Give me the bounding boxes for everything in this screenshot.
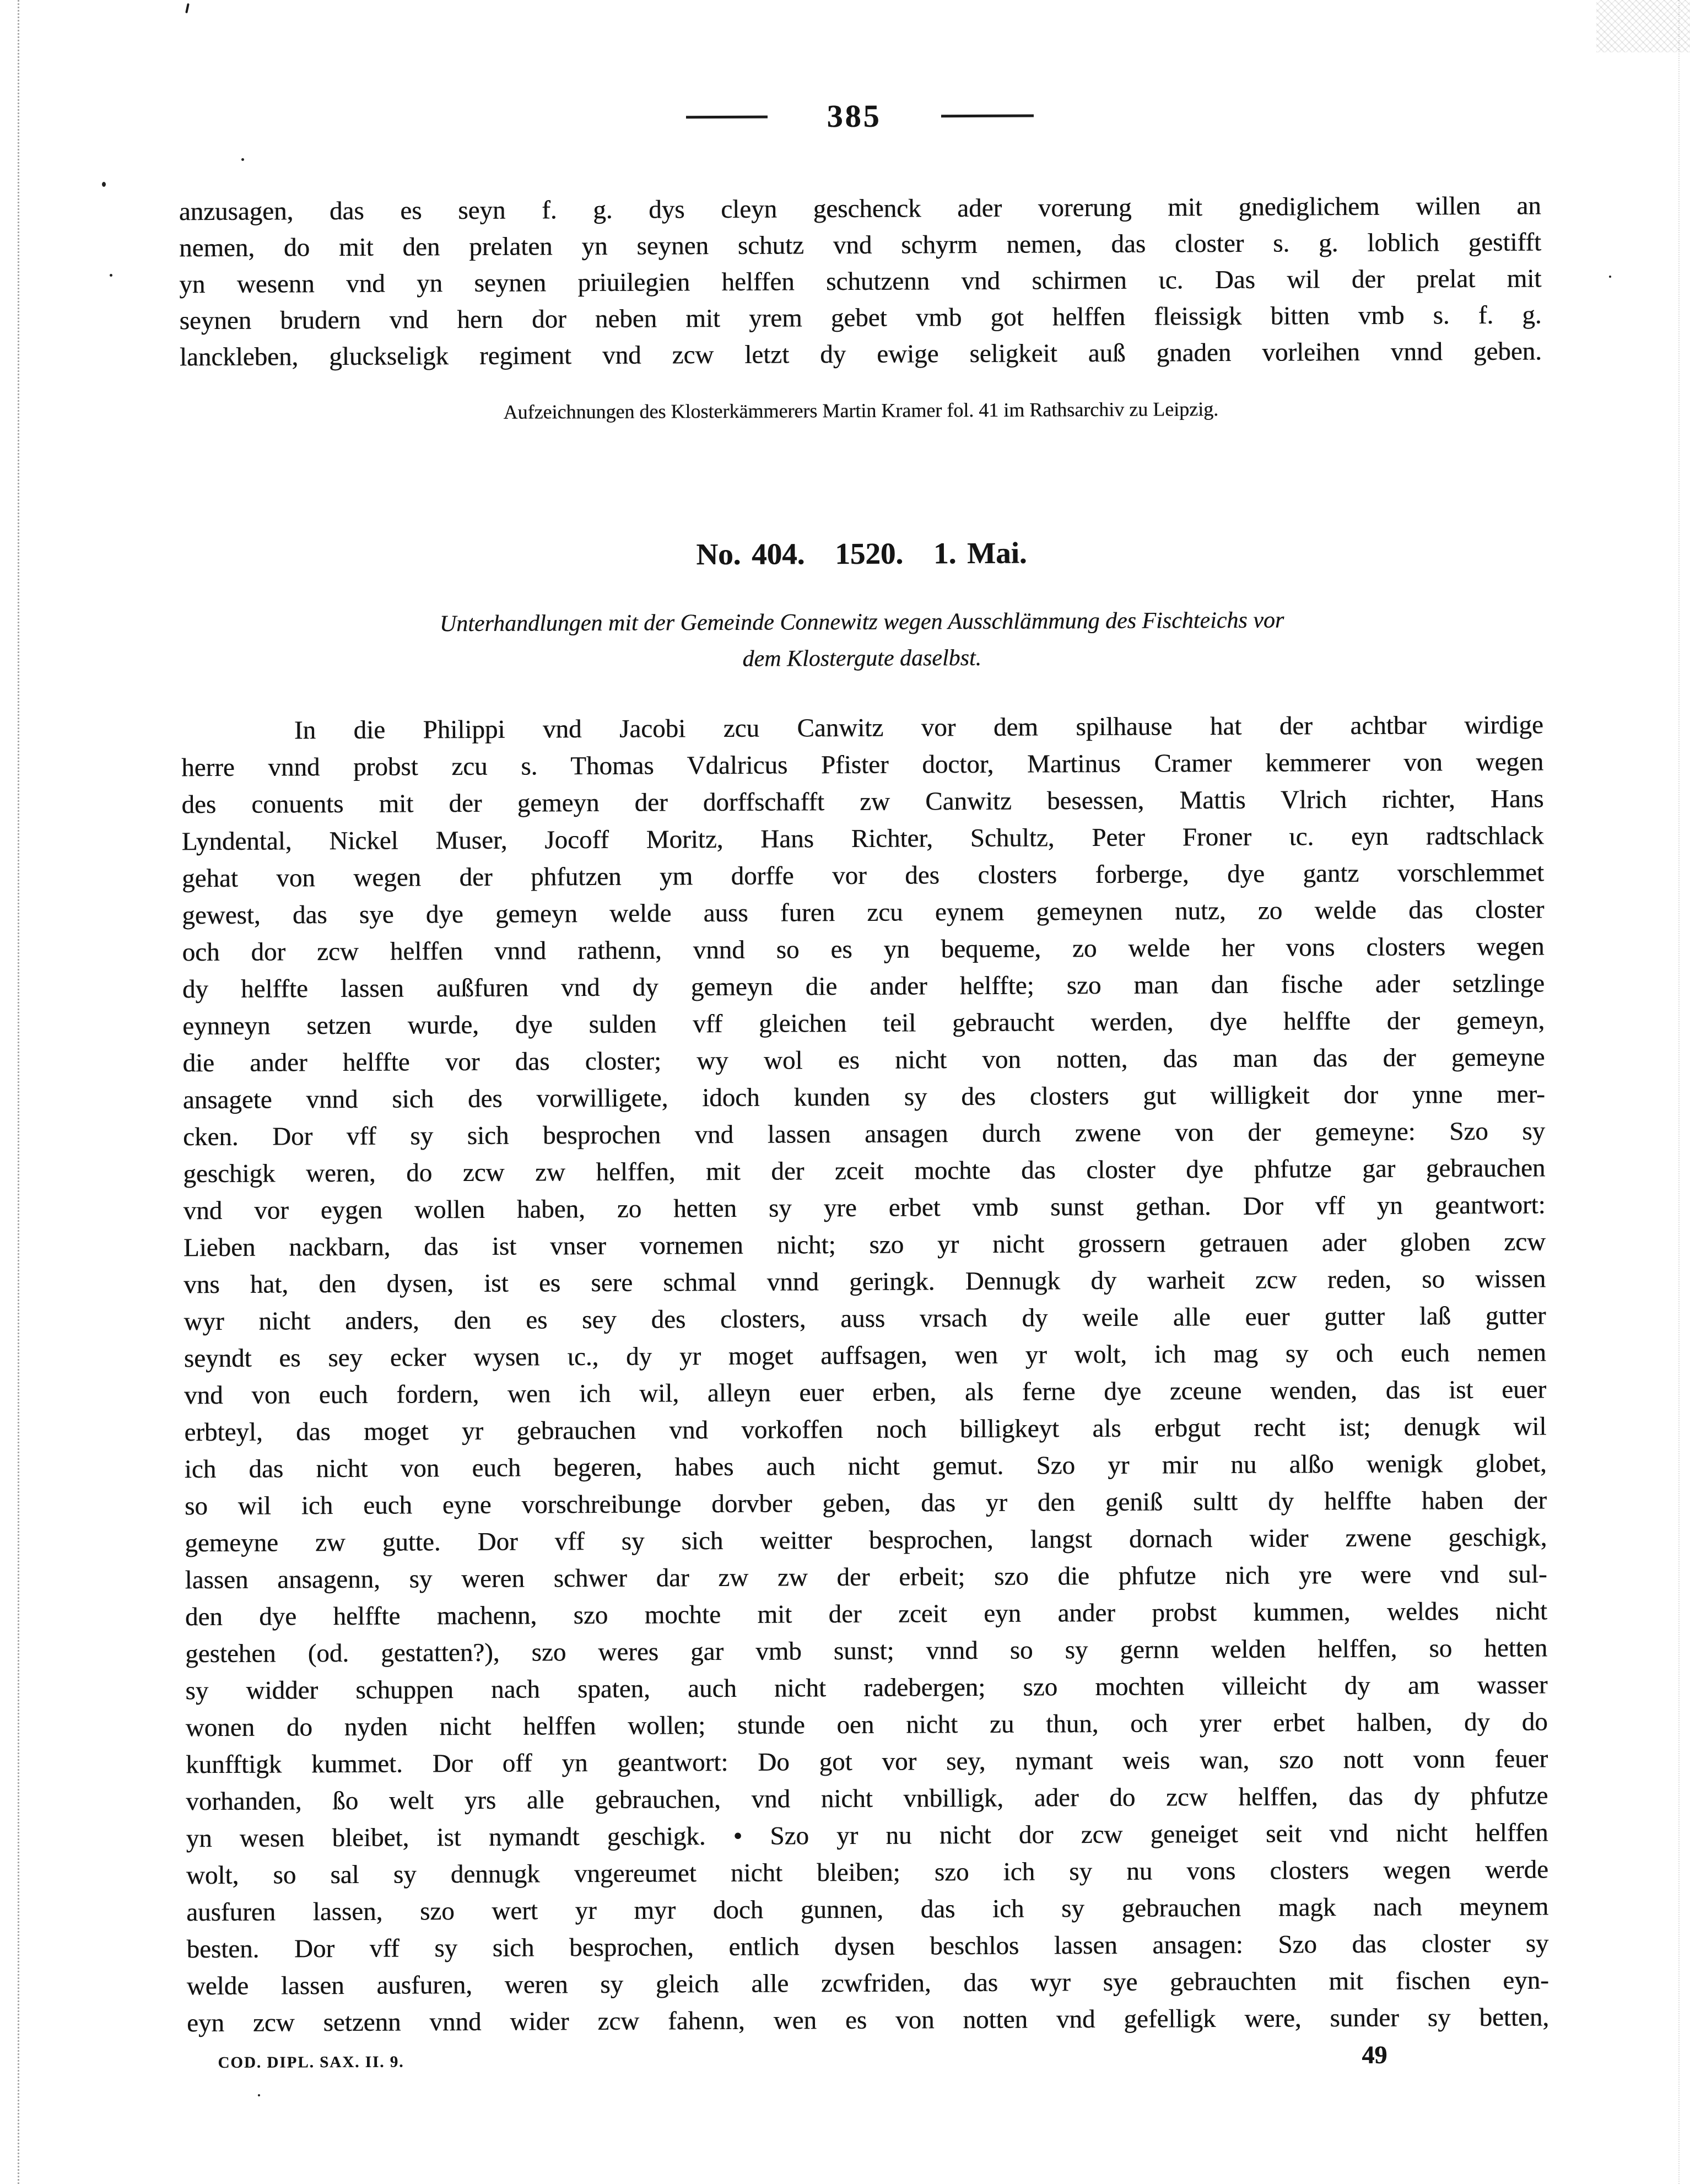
text-line: yn wesenn vnd yn seynen priuilegien helffen schutzenn vnd schirmen ɩc. Das wil der prelat mit	[179, 264, 1542, 299]
text-line: des conuents mit der gemeyn der dorffschafft zw Canwitz besessen, Mattis Vlrich richter, Hans	[181, 784, 1544, 819]
series-signature: COD. DIPL. SAX. II. 9.	[218, 2053, 404, 2072]
subtitle-line: dem Klostergute daselbst.	[742, 645, 982, 672]
text-line: seyndt es sey ecker wysen ɩc., dy yr moget auffsagen, wen yr wolt, ich mag sy och euch nemen	[183, 1338, 1546, 1373]
text-line: Lyndental, Nickel Muser, Jocoff Moritz, Hans Richter, Schultz, Peter Froner ɩc. eyn radtschlack	[181, 821, 1544, 856]
scan-speck	[110, 274, 112, 277]
text-line: wonen do nyden nicht helffen wollen; stunde oen nicht zu thun, och yrer erbet halben, dy do	[185, 1707, 1548, 1743]
text-line: nemen, do mit den prelaten yn seynen schutz vnd schyrm nemen, das closter s. g. loblich gestifft	[179, 228, 1542, 263]
text-line: vorhanden, ßo welt yrs alle gebrauchen, vnd nicht vnbilligk, ader do zcw helffen, das dy phfutze	[186, 1781, 1548, 1816]
text-line: sy widder schuppen nach spaten, auch nicht radebergen; szo mochten villeicht dy am wasser	[185, 1670, 1548, 1706]
text-line: den dye helffte machenn, szo mochte mit der zceit eyn ander probst kummen, weldes nicht	[185, 1597, 1547, 1632]
text-line: dy helffte lassen außfuren vnd dy gemeyn die ander helffte; szo man dan fische ader setzlinge	[182, 969, 1545, 1004]
entry-heading: No. 404. 1520. 1. Mai.	[696, 536, 1027, 571]
source-note: Aufzeichnungen des Klosterkämmerers Martin Kramer fol. 41 im Rathsarchiv zu Leipzig.	[503, 398, 1219, 423]
text-line: anzusagen, das es seyn f. g. dys cleyn geschenck ader vorerung mit gnediglichem willen an	[179, 191, 1541, 227]
text-line: gestehen (od. gestatten?), szo weres gar vmb sunst; vnnd so sy gernn welden helffen, so hetten	[185, 1633, 1548, 1669]
text-line: welde lassen ausfuren, weren sy gleich alle zcwfriden, das wyr sye gebrauchten mit fischen eyn-	[186, 1966, 1549, 2001]
text-line: erbteyl, das moget yr gebrauchen vnd vorkoffen noch billigkeyt als erbgut recht ist; denugk wil	[184, 1412, 1547, 1447]
text-line: ausfuren lassen, szo wert yr myr doch gunnen, das ich sy gebrauchen magk nach meynem	[186, 1892, 1549, 1927]
scan-speck	[102, 182, 106, 187]
text-line: vnd vor eygen wollen haben, zo hetten sy yre erbet vmb sunst gethan. Dor vff yn geantwort:	[183, 1190, 1546, 1226]
text-line: so wil ich euch eyne vorschreibunge dorvber geben, das yr den geniß sultt dy helffte haben der	[184, 1486, 1547, 1521]
text-line: gewest, das sye dye gemeyn welde auss furen zcu eynem gemeynen nutz, zo welde das closter	[182, 895, 1545, 930]
text-line: herre vnnd probst zcu s. Thomas Vdalricus Pfister doctor, Martinus Cramer kemmerer von wegen	[181, 747, 1544, 783]
header-rule-right-icon	[941, 114, 1033, 117]
text-line: ansagete vnnd sich des vorwilligete, idoch kunden sy des closters gut willigkeit dor ynne mer-	[182, 1080, 1545, 1115]
subtitle-line: Unterhandlungen mit der Gemeinde Connewitz wegen Ausschlämmung des Fischteichs vor	[439, 607, 1284, 637]
text-line: eynneyn setzen wurde, dye sulden vff gleichen teil gebraucht werden, dye helffte der gemeyn,	[182, 1006, 1545, 1041]
text-line: In die Philippi vnd Jacobi zcu Canwitz vor dem spilhause hat der achtbar wirdige	[294, 710, 1543, 745]
text-line: gehat von wegen der phfutzen ym dorffe vor des closters forberge, dye gantz vorschlemmet	[181, 858, 1545, 893]
text-line: eyn zcw setzenn vnnd wider zcw fahenn, wen es von notten vnd gefelligk were, sunder sy betten,	[186, 2003, 1549, 2038]
continuation-paragraph	[179, 187, 1542, 375]
scan-speck	[241, 158, 244, 161]
text-line: ich das nicht von euch begeren, habes auch nicht gemut. Szo yr mir nu alßo wenigk globet,	[184, 1449, 1547, 1484]
text-line: yn wesen bleibet, ist nymandt geschigk. • Szo yr nu nicht dor zcw geneiget seit vnd nicht helffen	[186, 1818, 1548, 1853]
text-line: kunfftigk kummet. Dor off yn geantwort: Do got vor sey, nymant weis wan, szo nott vonn feuer	[185, 1744, 1548, 1779]
text-line: cken. Dor vff sy sich besprochen vnd lassen ansagen durch zwene von der gemeyne: Szo sy	[182, 1117, 1546, 1152]
header-rule-left-icon	[685, 115, 767, 118]
text-line: och dor zcw helffen vnnd rathenn, vnnd so es yn bequeme, zo welde her vons closters wegen	[182, 932, 1545, 967]
text-line: die ander helffte vor das closter; wy wol es nicht von notten, das man das der gemeyne	[182, 1043, 1545, 1078]
text-line: wolt, so sal sy dennugk vngereumet nicht bleiben; szo ich sy nu vons closters wegen werde	[186, 1855, 1549, 1890]
scan-edge-line-right	[1678, 0, 1680, 2184]
scan-corner-hatch	[1596, 0, 1690, 52]
text-line: wyr nicht anders, den es sey des closters, auss vrsach dy weile alle euer gutter laß gutter	[183, 1301, 1546, 1336]
text-line: vns hat, den dysen, ist es sere schmal vnnd geringk. Dennugk dy warheit zcw reden, so wissen	[183, 1264, 1546, 1299]
page-header	[179, 97, 1541, 135]
text-line: lanckleben, gluckseligk regiment vnd zcw letzt dy ewige seligkeit auß gnaden vorleihen vnnd geben.	[179, 337, 1542, 372]
text-line: besten. Dor vff sy sich besprochen, entlich dysen beschlos lassen ansagen: Szo das closter sy	[186, 1929, 1549, 1964]
text-line: seynen brudern vnd hern dor neben mit yrem gebet vmb got helffen fleissigk bitten vmb s. f. g.	[179, 300, 1542, 336]
scan-speck	[1609, 276, 1611, 278]
entry-body	[181, 707, 1549, 2042]
page-number: 385	[827, 98, 882, 134]
sheet-number: 49	[1362, 2040, 1387, 2069]
entry-subtitle	[181, 601, 1543, 680]
text-line: lassen ansagenn, sy weren schwer dar zw zw der erbeit; szo die phfutze nich yre were vnd sul-	[185, 1560, 1547, 1595]
scan-speck	[258, 2094, 260, 2096]
scan-edge-line-left	[18, 0, 19, 2184]
text-line: geschigk weren, do zcw zw helffen, mit der zceit mochte das closter dye phfutze gar gebrauchen	[183, 1153, 1546, 1189]
text-line: gemeyne zw gutte. Dor vff sy sich weitter besprochen, langst dornach wider zwene geschigk,	[185, 1523, 1547, 1558]
text-line: vnd von euch fordern, wen ich wil, alleyn euer erben, als ferne dye zceune wenden, das ist euer	[184, 1375, 1547, 1410]
text-line: Lieben nackbarn, das ist vnser vornemen nicht; szo yr nicht grossern getrauen ader globen zcw	[183, 1227, 1546, 1263]
